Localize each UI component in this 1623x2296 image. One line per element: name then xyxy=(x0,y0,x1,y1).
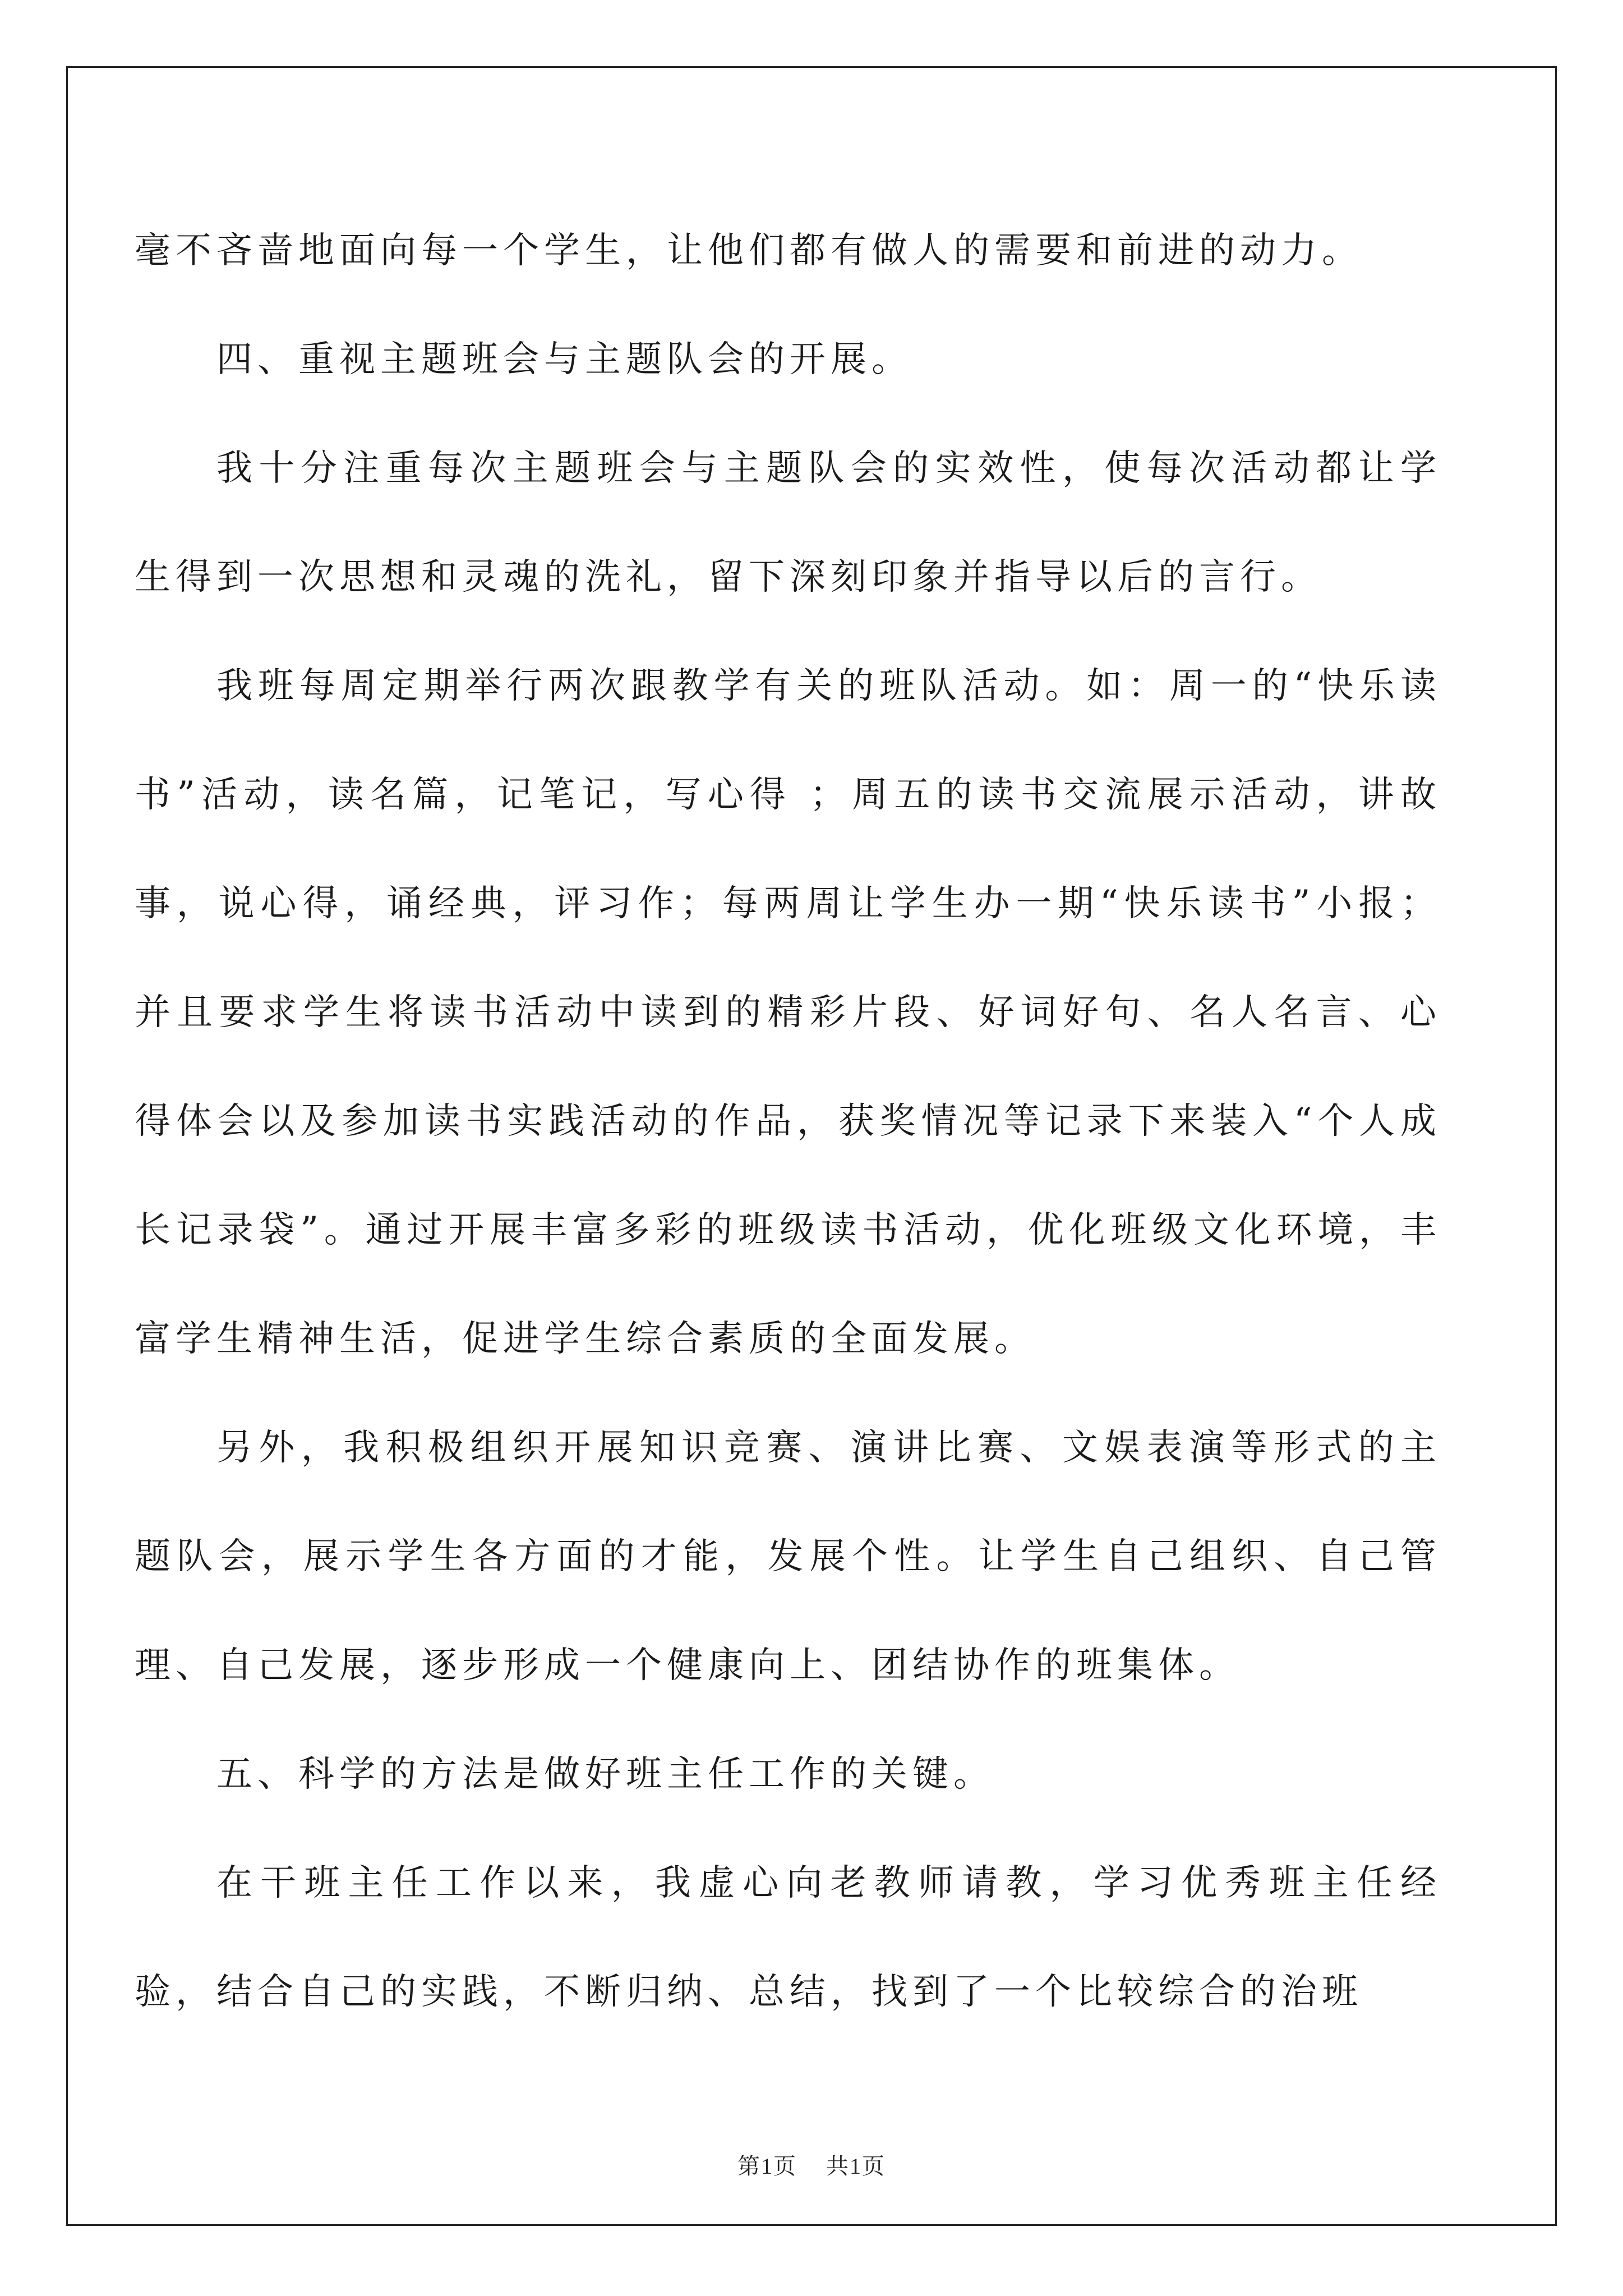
page-total: 共1页 xyxy=(826,2154,886,2179)
paragraph-5: 在干班主任工作以来，我虚心向老教师请教，学习优秀班主任经验，结合自己的实践，不断归纳、总结，找到了一个比较综合的治班 xyxy=(135,1862,1441,2013)
page-footer xyxy=(0,2148,1623,2180)
paragraph-3: 我班每周定期举行两次跟教学有关的班队活动。如：周一的“快乐读书”活动，读名篇，记笔记，写心得 ；周五的读书交流展示活动，讲故事，说心得，诵经典，评习作；每两周让学生办一期“快乐读书”小报；并且要求学生将读书活动中读到的精彩片段、好词好句、名人名言、心得体会以及参加读书实践活动的作品，获奖情况等记录下来装入“个人成长记录袋”。通过开展丰富多彩的班级读书活动，优化班级文化环境，丰富学生精神生活，促进学生综合素质的全面发展。 xyxy=(135,665,1441,1360)
paragraph-4: 另外，我积极组织开展知识竞赛、演讲比赛、文娱表演等形式的主题队会，展示学生各方面的才能，发展个性。让学生自己组织、自己管理、自己发展，逐步形成一个健康向上、团结协作的班集体。 xyxy=(135,1427,1441,1686)
document-body xyxy=(135,196,1441,2046)
section-heading-4: 四、重视主题班会与主题队会的开展。 xyxy=(216,339,912,380)
page-number: 第1页 xyxy=(737,2154,797,2179)
paragraph-2: 我十分注重每次主题班会与主题队会的实效性，使每次活动都让学生得到一次思想和灵魂的洗礼，留下深刻印象并指导以后的言行。 xyxy=(135,448,1441,598)
section-heading-5: 五、科学的方法是做好班主任工作的关键。 xyxy=(216,1754,994,1795)
paragraph-1: 毫不吝啬地面向每一个学生，让他们都有做人的需要和前进的动力。 xyxy=(135,230,1363,272)
